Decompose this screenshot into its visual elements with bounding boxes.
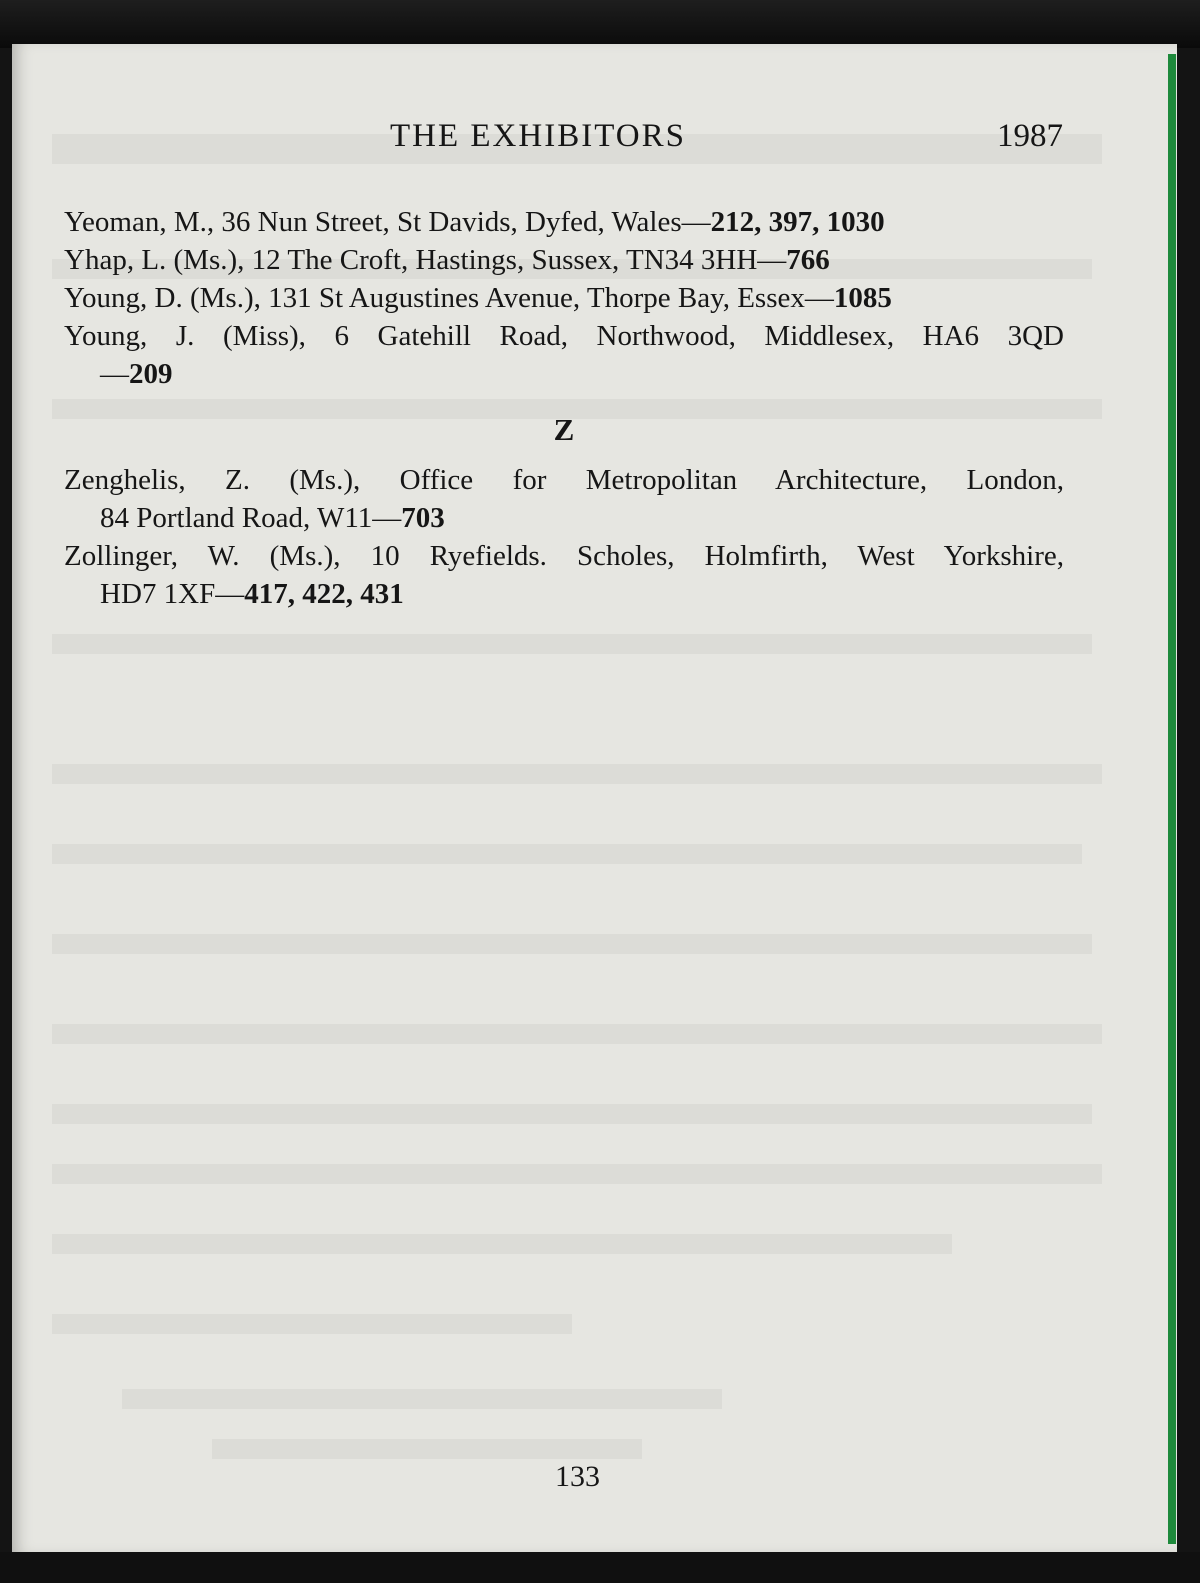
exhibitor-entry (64, 241, 1064, 279)
running-head: THE EXHIBITORS (390, 118, 686, 154)
show-through-decoration (52, 634, 1092, 654)
section-letter: Z (553, 412, 575, 447)
page-number: 133 (555, 1460, 600, 1493)
page-header (0, 118, 1200, 162)
exhibitor-entry (64, 461, 1064, 537)
entry-numbers: 1085 (833, 282, 892, 314)
page-edge-green (1168, 54, 1176, 1544)
entry-numbers: 417, 422, 431 (244, 578, 404, 610)
show-through-decoration (52, 934, 1092, 954)
entry-name: Young, J. (Miss), 6 Gatehill Road, Northwood, Middlesex, HA6 3QD (64, 320, 1064, 352)
show-through-decoration (212, 1439, 642, 1459)
entry-continuation (64, 499, 1064, 537)
entry-name: Yhap, L. (Ms.), 12 The Croft, Hastings, Sussex, TN34 3HH— (64, 244, 787, 276)
background-bottom-edge (0, 1552, 1200, 1583)
exhibitor-entry (64, 317, 1064, 393)
entry-numbers: 212, 397, 1030 (710, 206, 885, 238)
exhibitor-entry (64, 537, 1064, 613)
show-through-decoration (52, 1164, 1102, 1184)
entry-numbers: 766 (786, 244, 830, 276)
show-through-decoration (52, 1314, 572, 1334)
show-through-decoration (52, 844, 1082, 864)
entry-continuation (64, 575, 1064, 613)
entry-dash: — (100, 358, 129, 390)
entry-continuation (64, 355, 1064, 393)
header-year: 1987 (997, 118, 1063, 154)
entry-name: Yeoman, M., 36 Nun Street, St Davids, Dyfed, Wales— (64, 206, 711, 238)
entry-name: Young, D. (Ms.), 131 St Augustines Avenue, Thorpe Bay, Essex— (64, 282, 834, 314)
show-through-decoration (122, 1389, 722, 1409)
show-through-decoration (52, 1104, 1092, 1124)
entry-numbers: 209 (129, 358, 173, 390)
background-top-edge (0, 0, 1200, 48)
show-through-decoration (52, 1234, 952, 1254)
exhibitor-list (64, 203, 1064, 613)
exhibitor-entry (64, 203, 1064, 241)
show-through-decoration (52, 764, 1102, 784)
entry-name: Zenghelis, Z. (Ms.), Office for Metropolitan Architecture, London, (64, 464, 1064, 496)
entry-name: Zollinger, W. (Ms.), 10 Ryefields. Scholes, Holmfirth, West Yorkshire, (64, 540, 1064, 572)
entry-address: 84 Portland Road, W11— (100, 502, 402, 534)
show-through-decoration (52, 1024, 1102, 1044)
entry-address: HD7 1XF— (100, 578, 245, 610)
exhibitor-entry (64, 279, 1064, 317)
entry-numbers: 703 (401, 502, 445, 534)
